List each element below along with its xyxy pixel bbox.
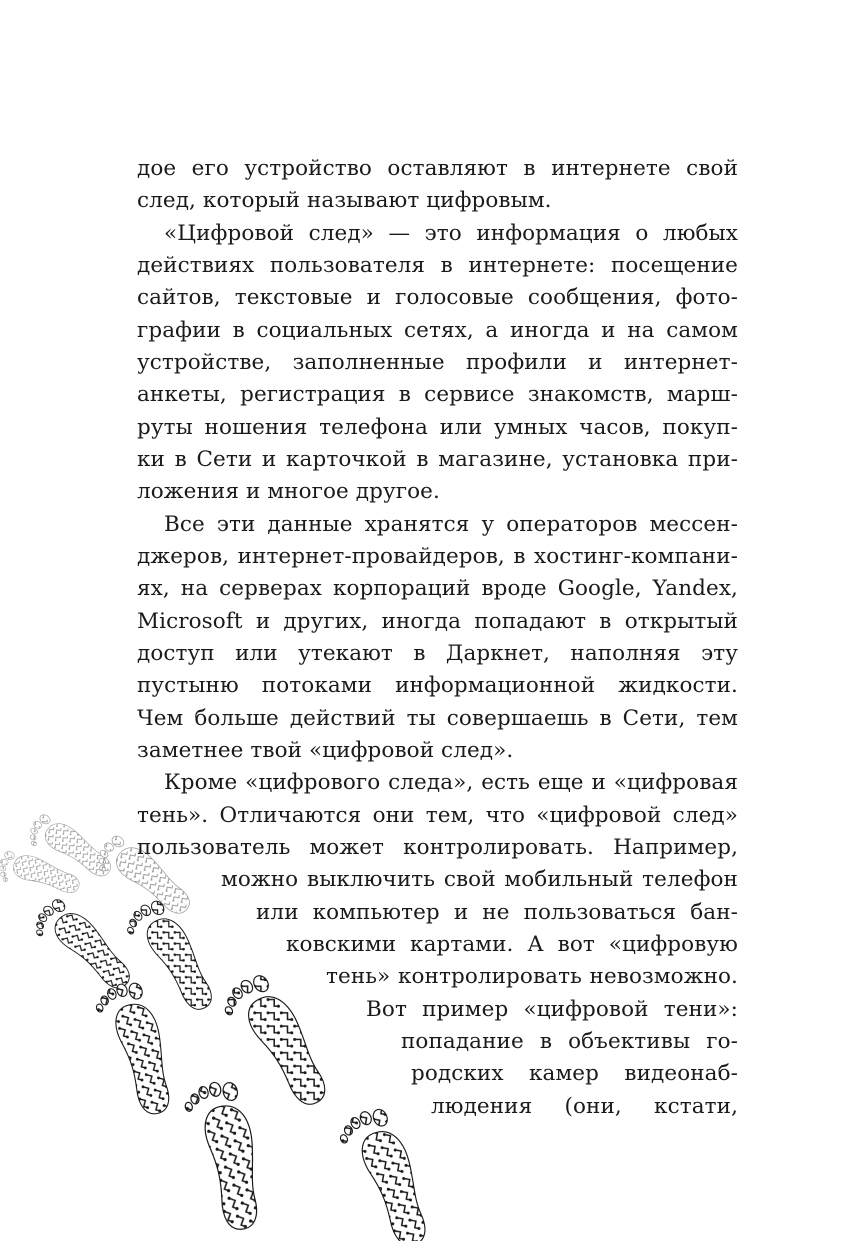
text-line: пустыню потоками информационной жидкости. [137, 673, 738, 698]
text-line: след, который называют цифровым. [137, 188, 552, 213]
text-line: пользователь может контролировать. Например, [137, 835, 738, 860]
text-line: ложения и многое другое. [137, 479, 440, 504]
text-line: ковскими картами. А вот «цифровую [286, 932, 738, 957]
text-line: анкеты, регистрация в сервисе знакомств, марш- [137, 382, 738, 407]
text-line: тень» контролировать невозможно. [326, 964, 738, 989]
text-line: сайтов, текстовые и голосовые сообщения, фото- [137, 285, 738, 310]
text-line: Все эти данные хранятся у операторов мессен- [164, 512, 738, 537]
text-line: ки в Сети и карточкой в магазине, установка при- [137, 447, 738, 472]
text-line: ях, на серверах корпораций вроде Google, Yandex, [137, 576, 738, 601]
text-line: Чем больше действий ты совершаешь в Сети, тем [137, 706, 738, 731]
text-line: попадание в объективы го- [401, 1029, 738, 1054]
text-line: руты ношения телефона или умных часов, покуп- [137, 415, 738, 440]
text-line: можно выключить свой мобильный телефон [221, 867, 738, 892]
text-line: устройстве, заполненные профили и интернет- [137, 350, 738, 375]
text-line: графии в социальных сетях, а иногда и на самом [137, 318, 738, 343]
text-line: Кроме «цифрового следа», есть еще и «цифровая [164, 770, 738, 795]
text-line: Microsoft и других, иногда попадают в открытый [137, 609, 738, 634]
text-line: заметнее твой «цифровой след». [137, 738, 514, 763]
text-line: тень». Отличаются они тем, что «цифровой след» [137, 803, 738, 828]
text-line: Вот пример «цифровой тени»: [366, 997, 738, 1022]
text-line: родских камер видеонаб- [411, 1061, 738, 1086]
text-line: дое его устройство оставляют в интернете свой [137, 156, 738, 181]
text-line: доступ или утекают в Даркнет, наполняя эту [137, 641, 738, 666]
text-line: джеров, интернет-провайдеров, в хостинг-компани- [137, 544, 738, 569]
text-line: действиях пользователя в интернете: посещение [137, 253, 738, 278]
text-line: людения (они, кстати, [431, 1094, 738, 1119]
text-line: «Цифровой след» — это информация о любых [164, 221, 738, 246]
text-line: или компьютер и не пользоваться бан- [256, 900, 738, 925]
